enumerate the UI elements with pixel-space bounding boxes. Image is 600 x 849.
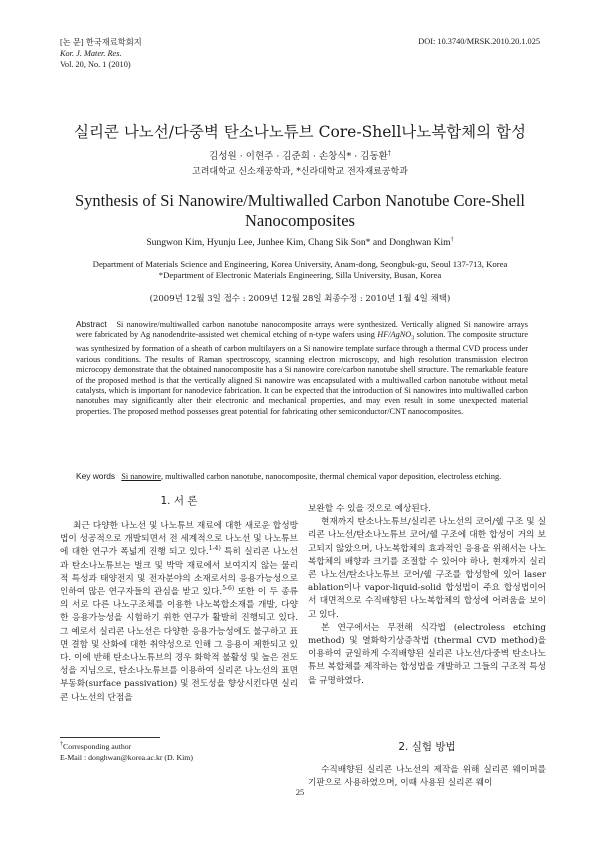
journal-volume: Vol. 20, No. 1 (2010)	[60, 60, 131, 69]
english-affil-line1: Department of Materials Science and Engineering, Korea University, Anam-dong, Seongbuk-gu, Seoul 137-713, Korea	[92, 259, 508, 269]
journal-abbrev: Kor. J. Mater. Res.	[60, 49, 122, 58]
korean-author-names: 김성원 · 이현주 · 김준희 · 손창식* · 김동환	[209, 151, 388, 162]
korean-affiliation: 고려대학교 신소재공학과, *신라대학교 전자재료공학과	[192, 167, 408, 177]
doi: DOI: 10.3740/MRSK.2010.20.1.025	[418, 37, 540, 46]
footnote	[60, 741, 193, 763]
korean-title: 실리콘 나노선/다중벽 탄소나노튜브 Core-Shell나노복합체의 합성	[73, 123, 526, 141]
intro-text-a: 최근 다양한 나노선 및 나노튜브 재료에 대한 새로운 합성방법이 성공적으로 개발되면서 전 세계적으로 나노선 및 나노튜브에 대한 연구가 폭넓게 진행 되고 있다.	[60, 521, 298, 558]
intro-paragraph-2: 현재까지 탄소나노튜브/실리콘 나노선의 코어/쉘 구조 및 실리콘 나노선/탄소나노튜브 코어/쉘 구조에 대한 합성이 거의 보고되지 않았으며, 나노복합체의 효과적인 응용을 위해서는 나노복합체의 배향과 크기를 조절할 수 있어야 하나, 현재까지 실리콘 나노선/탄소나노튜브 코어/쉘 구조를 합성함에 있어 laser ablation이나 vapor-liquid-solid 합성법이 주요 합성법이어서 대면적으로 수직배향된 나노복합체의 합성에 어려움을 보이고 있다.	[308, 517, 546, 620]
abstract-chem-sub: 3	[411, 336, 415, 343]
section-1-heading: 1. 서 론	[160, 495, 198, 507]
page-number: 25	[295, 788, 305, 797]
intro-paragraph-1	[60, 520, 298, 705]
methods-column	[308, 764, 546, 790]
ref-5-6: 5-6)	[222, 585, 235, 593]
english-title-line2: Nanocomposites	[245, 211, 355, 230]
footnote-rule	[60, 737, 160, 738]
footnote-email: E-Mail : donghwan@korea.ac.kr (D. Kim)	[60, 753, 193, 762]
english-title-line1: Synthesis of Si Nanowire/Multiwalled Carbon Nanotube Core-Shell	[74, 191, 526, 210]
journal-name: [논 문] 한국재료학회지	[60, 38, 142, 47]
abstract-text-1: Si nanowire/multiwalled carbon nanotube nanocomposite arrays were synthesized. Vertically aligned Si nanowire arrays were fabricated by Ag nanodendrite-assisted wet chemical etching of n-type wafers using	[76, 320, 528, 340]
english-author-names: Sungwon Kim, Hyunju Lee, Junhee Kim, Chang Sik Son* and Donghwan Kim	[146, 237, 451, 248]
abstract-text-2: solution. The composite structure was synthesized by formation of a sheath of carbon multilayers on a Si nanowire template surface through a thermal CVD process under various conditions. The results of Raman spectroscopy, scanning electron microscopy, and high resolution transmission electron microcopy demonstrate that the obtained nanocomposite has a Si nanowire core/carbon nanotube shell structure. The remarkable feature of the proposed method is that the vertically aligned Si nanowire was encapsulated with a multiwalled carbon nanotube without metal catalysts, which is important for nanodevice fabrication. It can be expected that the introduction of Si nanowires into multiwalled carbon nanotubes may significantly alter their electronic and mechanical properties, and may even result in some unexpected material properties. The proposed method possesses great potential for fabricating other semiconductor/CNT nanocomposites.	[76, 330, 528, 416]
left-column	[60, 520, 298, 705]
intro-text-b: 특히 실리콘 나노선과 탄소나노튜브는 벌크 및 박막 재료에서 보여지지 않는 물리적 특성과 태양전지 및 전자분야의 소재로서의 응용가능성으로 인하여 많은 연구자들의 관심을 받고 있다.	[60, 547, 298, 598]
intro-paragraph-cont: 보완할 수 있을 것으로 예상된다.	[308, 504, 431, 514]
journal-info	[60, 37, 142, 70]
keyword-first: Si nanowire	[121, 472, 161, 481]
english-authors	[40, 237, 560, 248]
keywords-rest: , multiwalled carbon nanotube, nanocomposite, thermal chemical vapor deposition, electroless etching.	[160, 472, 502, 481]
ref-1-4: 1-4)	[208, 545, 221, 553]
korean-author-mark: †	[387, 149, 391, 157]
submission-dates: (2009년 12월 3일 접수 : 2009년 12월 28일 최종수정 : 2010년 1월 4일 채택)	[149, 294, 451, 304]
methods-paragraph-1: 수직배향된 실리콘 나노선의 제작을 위해 실리콘 웨이퍼를 기판으로 사용하였으며, 이때 사용된 실리콘 웨이	[308, 765, 546, 789]
intro-paragraph-3: 본 연구에서는 무전해 식각법 (electroless etching method) 및 열화학기상증착법 (thermal CVD method)을 이용하여 균일하게 수직배향된 실리콘 나노선/다중벽 탄소나노튜브 복합체를 제작하는 합성법을 개발하고 그들의 구조적 특성을 규명하였다.	[308, 622, 546, 686]
footnote-mark: †	[60, 741, 63, 748]
english-author-mark: †	[450, 236, 454, 243]
keywords	[76, 471, 528, 482]
korean-authors	[40, 148, 560, 162]
abstract-chem: HF/AgNO	[377, 330, 412, 340]
footnote-corresponding: Corresponding author	[63, 742, 132, 751]
english-title	[40, 191, 560, 231]
intro-text-c: 또한 이 두 종류의 서로 다른 나노구조체를 이용한 나노복합소재를 개발, 다양한 응용가능성을 시험하기 위한 연구가 활발히 진행되고 있다. 그 예로서 실리콘 나노선은 다양한 응용가능성에도 불구하고 표면 결함 및 산화에 대한 취약성으로 인해 그 응용이 제한되고 있다. 이에 반해 탄소나노튜브의 경우 화학적 불활성 및 높은 전도성을 지님으로, 탄소나노튜브를 이용하여 실리콘 나노선의 표면 부동화(surface passivation) 및 전도성을 향상시킨다면 실리콘 나노선의 단점을	[60, 587, 298, 703]
english-affiliation	[40, 259, 560, 281]
abstract-label: Abstract	[76, 319, 107, 329]
right-column	[308, 503, 546, 688]
keywords-label: Key words	[76, 471, 116, 481]
abstract	[76, 319, 528, 417]
english-affil-line2: *Department of Electronic Materials Engineering, Silla University, Busan, Korea	[158, 270, 442, 280]
section-2-heading: 2. 실험 방법	[398, 741, 456, 753]
